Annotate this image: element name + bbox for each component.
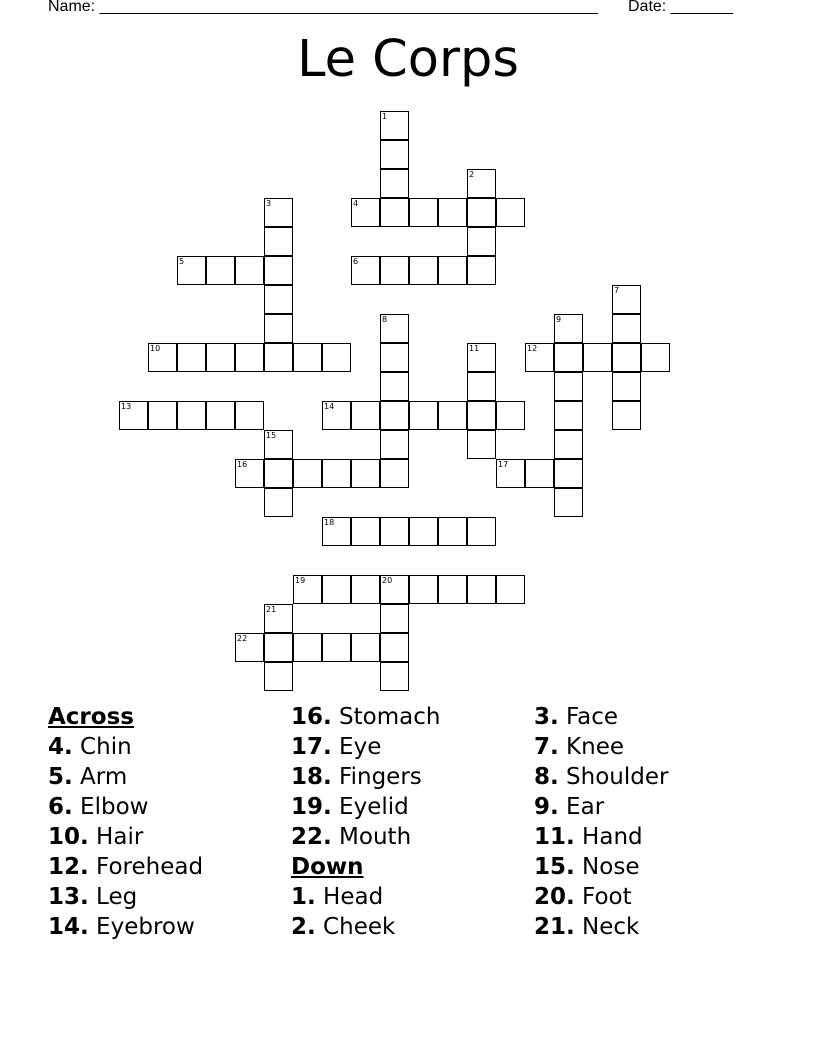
clue-number: 17 (498, 460, 509, 469)
clue-item-number: 18. (291, 764, 332, 790)
crossword-cell[interactable] (496, 401, 525, 430)
clue-item (534, 732, 668, 762)
clue-item-number: 4. (48, 734, 73, 760)
crossword-cell[interactable] (467, 169, 496, 198)
clue-column-2 (291, 702, 440, 942)
clue-item-text: Forehead (88, 854, 204, 880)
clue-item-text: Mouth (331, 824, 412, 850)
crossword-cell[interactable] (496, 575, 525, 604)
crossword-cell[interactable] (322, 633, 351, 662)
clue-item-number: 3. (534, 704, 559, 730)
clue-item-number: 12. (48, 854, 89, 880)
clue-item-number: 8. (534, 764, 559, 790)
clue-item-text: Eye (331, 734, 382, 760)
clue-item (534, 792, 668, 822)
clue-item-text: Stomach (331, 704, 441, 730)
crossword-cell[interactable] (322, 517, 351, 546)
crossword-cell[interactable] (380, 662, 409, 691)
clue-item-text: Leg (88, 884, 138, 910)
crossword-cell[interactable] (583, 343, 612, 372)
clue-item-text: Shoulder (558, 764, 669, 790)
crossword-cell[interactable] (438, 575, 467, 604)
crossword-cell[interactable] (119, 401, 148, 430)
clue-number: 9 (556, 315, 562, 324)
clue-item-text: Fingers (331, 764, 422, 790)
clue-number: 22 (237, 634, 248, 643)
crossword-cell[interactable] (380, 517, 409, 546)
crossword-cell[interactable] (380, 604, 409, 633)
clue-item (534, 822, 668, 852)
crossword-cell[interactable] (380, 459, 409, 488)
crossword-cell[interactable] (467, 198, 496, 227)
clue-item-number: 5. (48, 764, 73, 790)
crossword-cell[interactable] (206, 343, 235, 372)
crossword-cell[interactable] (235, 401, 264, 430)
crossword-cell[interactable] (206, 256, 235, 285)
crossword-cell[interactable] (322, 575, 351, 604)
clue-item (48, 792, 203, 822)
crossword-cell[interactable] (438, 401, 467, 430)
crossword-cell[interactable] (467, 575, 496, 604)
clue-number: 8 (382, 315, 388, 324)
clue-number: 18 (324, 518, 335, 527)
clue-number: 4 (353, 199, 359, 208)
section-heading: Across (48, 704, 134, 730)
clue-number: 6 (353, 257, 359, 266)
crossword-cell[interactable] (235, 343, 264, 372)
clue-item-number: 15. (534, 854, 575, 880)
crossword-cell[interactable] (264, 662, 293, 691)
clue-column-3 (534, 702, 668, 942)
crossword-cell[interactable] (322, 343, 351, 372)
crossword-cell[interactable] (380, 140, 409, 169)
clue-item (291, 762, 440, 792)
clue-item-number: 13. (48, 884, 89, 910)
crossword-cell[interactable] (264, 314, 293, 343)
crossword-cell[interactable] (264, 430, 293, 459)
clue-item-text: Elbow (72, 794, 149, 820)
date-field-label: Date: _______ (628, 0, 733, 15)
clue-item (48, 822, 203, 852)
clue-item-text: Neck (574, 914, 640, 940)
crossword-cell[interactable] (293, 343, 322, 372)
clue-number: 5 (179, 257, 185, 266)
crossword-cell[interactable] (351, 633, 380, 662)
crossword-cell[interactable] (612, 314, 641, 343)
clue-item-number: 6. (48, 794, 73, 820)
crossword-cell[interactable] (409, 256, 438, 285)
crossword-cell[interactable] (554, 401, 583, 430)
clue-number: 12 (527, 344, 538, 353)
crossword-cell[interactable] (264, 604, 293, 633)
clue-item (48, 732, 203, 762)
clue-item-number: 9. (534, 794, 559, 820)
crossword-cell[interactable] (438, 198, 467, 227)
crossword-cell[interactable] (554, 343, 583, 372)
crossword-cell[interactable] (467, 227, 496, 256)
clue-number: 2 (469, 170, 475, 179)
crossword-cell[interactable] (293, 575, 322, 604)
crossword-cell[interactable] (380, 198, 409, 227)
clue-item-number: 2. (291, 914, 316, 940)
clue-item-number: 20. (534, 884, 575, 910)
crossword-cell[interactable] (380, 111, 409, 140)
clue-item (48, 852, 203, 882)
crossword-cell[interactable] (467, 256, 496, 285)
clue-item (534, 882, 668, 912)
crossword-cell[interactable] (177, 343, 206, 372)
clue-item (48, 912, 203, 942)
crossword-cell[interactable] (351, 459, 380, 488)
clue-item-number: 22. (291, 824, 332, 850)
clue-number: 21 (266, 605, 277, 614)
crossword-cell[interactable] (322, 459, 351, 488)
crossword-cell[interactable] (438, 517, 467, 546)
crossword-cell[interactable] (554, 459, 583, 488)
crossword-cell[interactable] (467, 430, 496, 459)
crossword-cell[interactable] (525, 343, 554, 372)
crossword-cell[interactable] (351, 575, 380, 604)
clue-item (291, 792, 440, 822)
crossword-cell[interactable] (496, 198, 525, 227)
clue-item-number: 17. (291, 734, 332, 760)
clue-number: 11 (469, 344, 480, 353)
crossword-cell[interactable] (351, 256, 380, 285)
crossword-cell[interactable] (438, 256, 467, 285)
clue-item (534, 762, 668, 792)
clue-item (48, 882, 203, 912)
clue-item-text: Head (315, 884, 384, 910)
crossword-cell[interactable] (554, 372, 583, 401)
section-heading: Down (291, 854, 364, 880)
clue-item-text: Hand (574, 824, 643, 850)
page-title: Le Corps (297, 30, 519, 89)
crossword-cell[interactable] (380, 430, 409, 459)
crossword-cell[interactable] (206, 401, 235, 430)
crossword-cell[interactable] (264, 488, 293, 517)
crossword-cell[interactable] (351, 401, 380, 430)
crossword-cell[interactable] (380, 575, 409, 604)
crossword-cell[interactable] (264, 198, 293, 227)
crossword-cell[interactable] (235, 256, 264, 285)
crossword-cell[interactable] (409, 198, 438, 227)
crossword-cell[interactable] (554, 430, 583, 459)
crossword-cell[interactable] (380, 256, 409, 285)
clue-column-1 (48, 702, 203, 942)
clue-item (534, 702, 668, 732)
clue-item-text: Cheek (315, 914, 396, 940)
clue-number: 10 (150, 344, 161, 353)
clue-item-number: 11. (534, 824, 575, 850)
clue-item-text: Hair (88, 824, 144, 850)
clue-item (534, 912, 668, 942)
clue-item (291, 732, 440, 762)
crossword-cell[interactable] (380, 372, 409, 401)
clue-number: 7 (614, 286, 620, 295)
clue-item-number: 7. (534, 734, 559, 760)
crossword-cell[interactable] (293, 633, 322, 662)
crossword-cell[interactable] (148, 343, 177, 372)
crossword-cell[interactable] (409, 401, 438, 430)
clue-number: 14 (324, 402, 335, 411)
clue-item-text: Chin (72, 734, 132, 760)
crossword-cell[interactable] (264, 343, 293, 372)
crossword-cell[interactable] (177, 256, 206, 285)
clue-item-text: Arm (72, 764, 128, 790)
clue-item-number: 14. (48, 914, 89, 940)
clue-number: 15 (266, 431, 277, 440)
crossword-cell[interactable] (264, 256, 293, 285)
clue-item-number: 10. (48, 824, 89, 850)
crossword-cell[interactable] (496, 459, 525, 488)
crossword-cell[interactable] (409, 517, 438, 546)
clue-item-text: Eyebrow (88, 914, 195, 940)
crossword-cell[interactable] (380, 169, 409, 198)
crossword-cell[interactable] (264, 227, 293, 256)
crossword-cell[interactable] (409, 575, 438, 604)
crossword-cell[interactable] (235, 459, 264, 488)
clue-item (291, 702, 440, 732)
clue-item-text: Foot (574, 884, 632, 910)
clue-number: 13 (121, 402, 132, 411)
crossword-cell[interactable] (554, 314, 583, 343)
crossword-cell[interactable] (235, 633, 264, 662)
clue-item-text: Face (558, 704, 619, 730)
crossword-cell[interactable] (380, 314, 409, 343)
clue-number: 16 (237, 460, 248, 469)
crossword-cell[interactable] (612, 285, 641, 314)
crossword-cell[interactable] (467, 372, 496, 401)
crossword-cell[interactable] (380, 401, 409, 430)
crossword-cell[interactable] (467, 517, 496, 546)
clue-item (291, 882, 440, 912)
clue-item (291, 912, 440, 942)
crossword-cell[interactable] (177, 401, 206, 430)
clue-item-number: 1. (291, 884, 316, 910)
crossword-cell[interactable] (612, 401, 641, 430)
crossword-cell[interactable] (380, 633, 409, 662)
clue-item-text: Ear (558, 794, 605, 820)
name-field-label: Name: ________________________________________________________ (48, 0, 598, 15)
clue-number: 20 (382, 576, 393, 585)
crossword-cell[interactable] (351, 198, 380, 227)
crossword-cell[interactable] (264, 633, 293, 662)
clue-item-number: 21. (534, 914, 575, 940)
clue-item-text: Eyelid (331, 794, 409, 820)
clue-item-number: 19. (291, 794, 332, 820)
crossword-cell[interactable] (612, 372, 641, 401)
crossword-cell[interactable] (641, 343, 670, 372)
crossword-cell[interactable] (148, 401, 177, 430)
crossword-cell[interactable] (612, 343, 641, 372)
crossword-cell[interactable] (467, 343, 496, 372)
crossword-cell[interactable] (264, 459, 293, 488)
crossword-cell[interactable] (467, 401, 496, 430)
crossword-cell[interactable] (293, 459, 322, 488)
crossword-cell[interactable] (264, 285, 293, 314)
clue-number: 19 (295, 576, 306, 585)
clue-number: 1 (382, 112, 388, 121)
crossword-cell[interactable] (554, 488, 583, 517)
crossword-cell[interactable] (351, 517, 380, 546)
clue-number: 3 (266, 199, 272, 208)
clue-item (291, 822, 440, 852)
clue-item-text: Knee (558, 734, 625, 760)
clue-item-number: 16. (291, 704, 332, 730)
crossword-cell[interactable] (380, 343, 409, 372)
clue-item (534, 852, 668, 882)
clue-item-text: Nose (574, 854, 640, 880)
crossword-cell[interactable] (525, 459, 554, 488)
crossword-cell[interactable] (322, 401, 351, 430)
clue-item (48, 762, 203, 792)
